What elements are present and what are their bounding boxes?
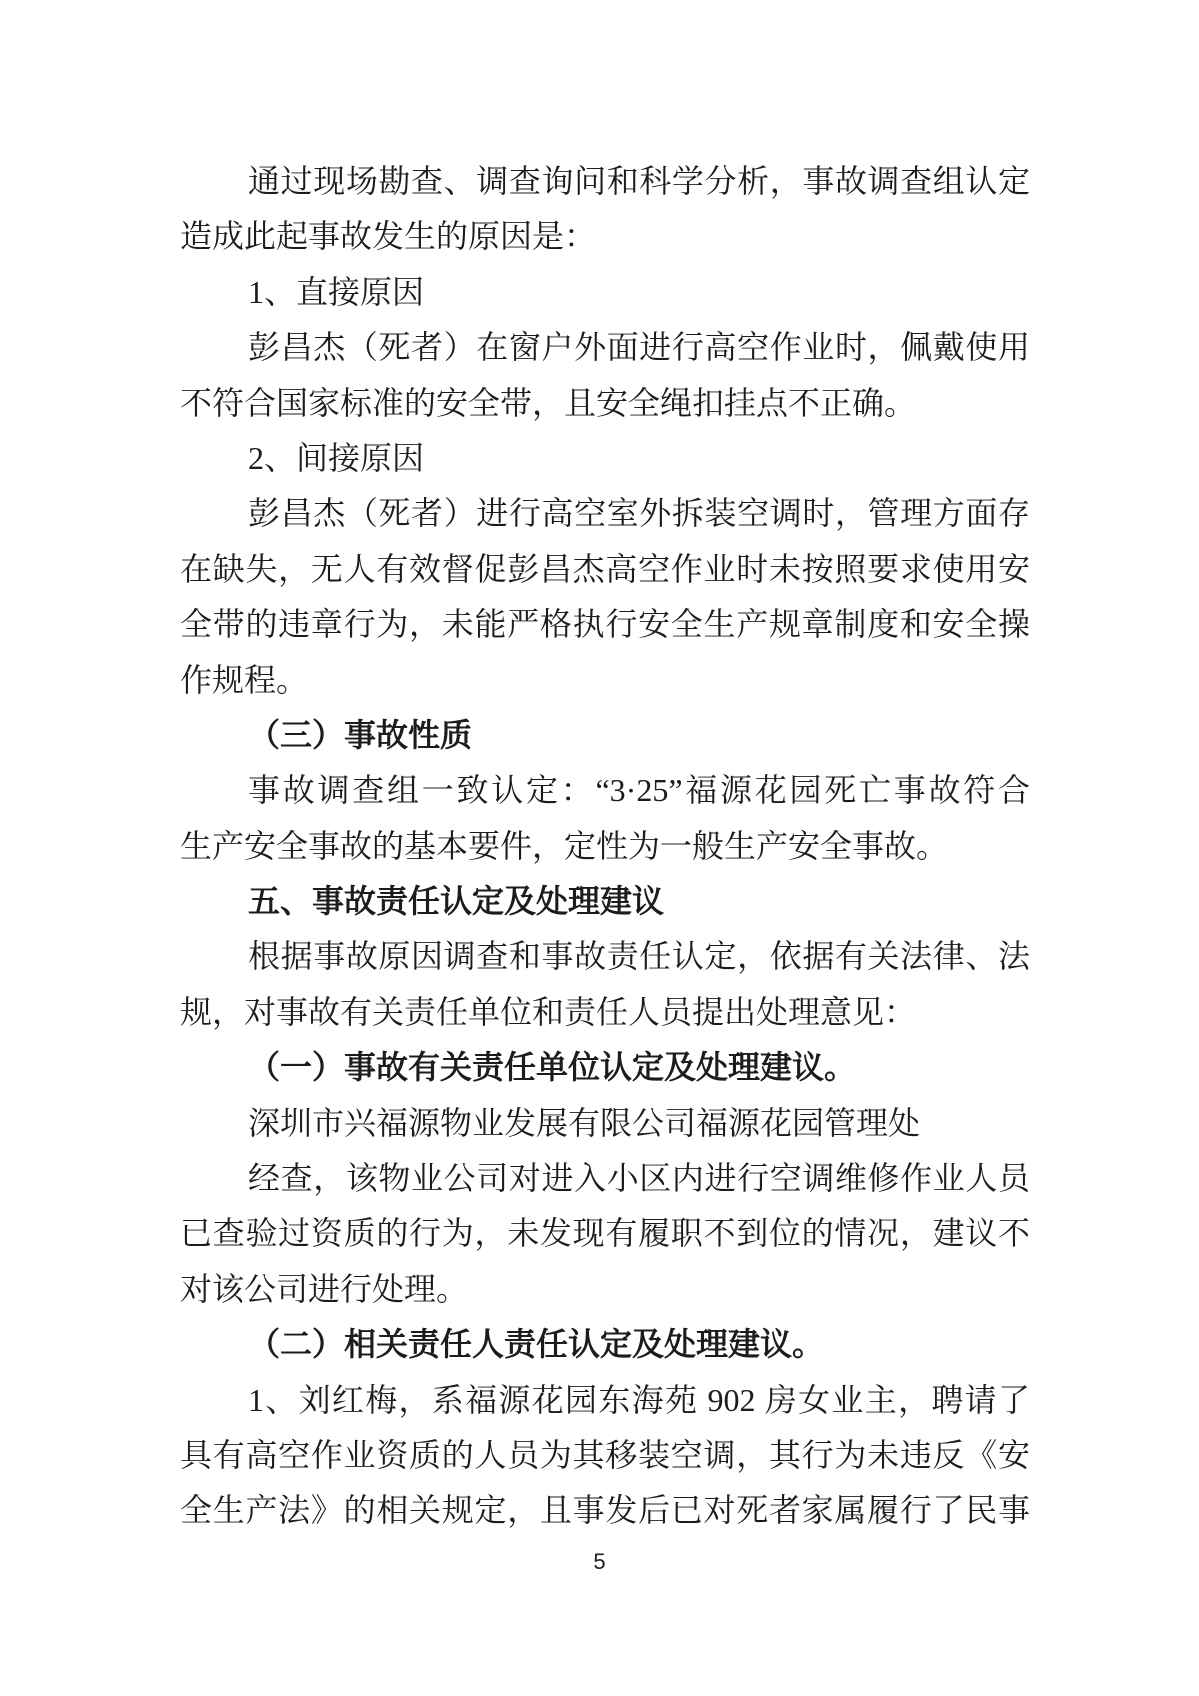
paragraph-line: 造成此起事故发生的原因是： xyxy=(180,218,597,255)
paragraph-line: 深圳市兴福源物业发展有限公司福源花园管理处 xyxy=(248,1104,921,1141)
section-heading: （一）事故有关责任单位认定及处理建议。 xyxy=(248,1049,857,1086)
paragraph-line: 通过现场勘查、调查询问和科学分析，事故调查组认定 xyxy=(248,163,1030,199)
paragraph-line: 对该公司进行处理。 xyxy=(180,1270,469,1307)
list-item-line: 2、间接原因 xyxy=(248,439,425,476)
section-heading: （二）相关责任人责任认定及处理建议。 xyxy=(248,1326,825,1363)
paragraph-line: 作规程。 xyxy=(180,661,309,698)
section-heading: 五、事故责任认定及处理建议 xyxy=(248,883,665,920)
paragraph-line: 事故调查组一致认定：“3·25”福源花园死亡事故符合 xyxy=(248,772,1030,809)
paragraph-line: 在缺失，无人有效督促彭昌杰高空作业时未按照要求使用安 xyxy=(180,550,1030,587)
paragraph-line: 彭昌杰（死者）在窗户外面进行高空作业时，佩戴使用 xyxy=(248,329,1030,366)
paragraph-line: 生产安全事故的基本要件，定性为一般生产安全事故。 xyxy=(180,827,949,864)
document-text-block xyxy=(180,154,1030,1539)
paragraph-line: 经查，该物业公司对进入小区内进行空调维修作业人员 xyxy=(248,1160,1030,1197)
paragraph-line: 已查验过资质的行为，未发现有履职不到位的情况，建议不 xyxy=(180,1215,1030,1252)
paragraph-line: 规，对事故有关责任单位和责任人员提出处理意见： xyxy=(180,993,917,1030)
paragraph-line: 根据事故原因调查和事故责任认定，依据有关法律、法 xyxy=(248,938,1030,975)
paragraph-line: 具有高空作业资质的人员为其移装空调，其行为未违反《安 xyxy=(180,1436,1030,1473)
paragraph-line: 1、刘红梅，系福源花园东海苑 902 房女业主，聘请了 xyxy=(248,1381,1030,1418)
paragraph-line: 全带的违章行为，未能严格执行安全生产规章制度和安全操 xyxy=(180,606,1030,643)
paragraph-line: 全生产法》的相关规定，且事发后已对死者家属履行了民事 xyxy=(180,1492,1030,1529)
paragraph-line: 彭昌杰（死者）进行高空室外拆装空调时，管理方面存 xyxy=(248,495,1030,532)
page-number: 5 xyxy=(593,1549,606,1574)
paragraph-line: 不符合国家标准的安全带，且安全绳扣挂点不正确。 xyxy=(180,384,917,421)
list-item-line: 1、直接原因 xyxy=(248,273,425,310)
section-heading: （三）事故性质 xyxy=(248,716,473,753)
